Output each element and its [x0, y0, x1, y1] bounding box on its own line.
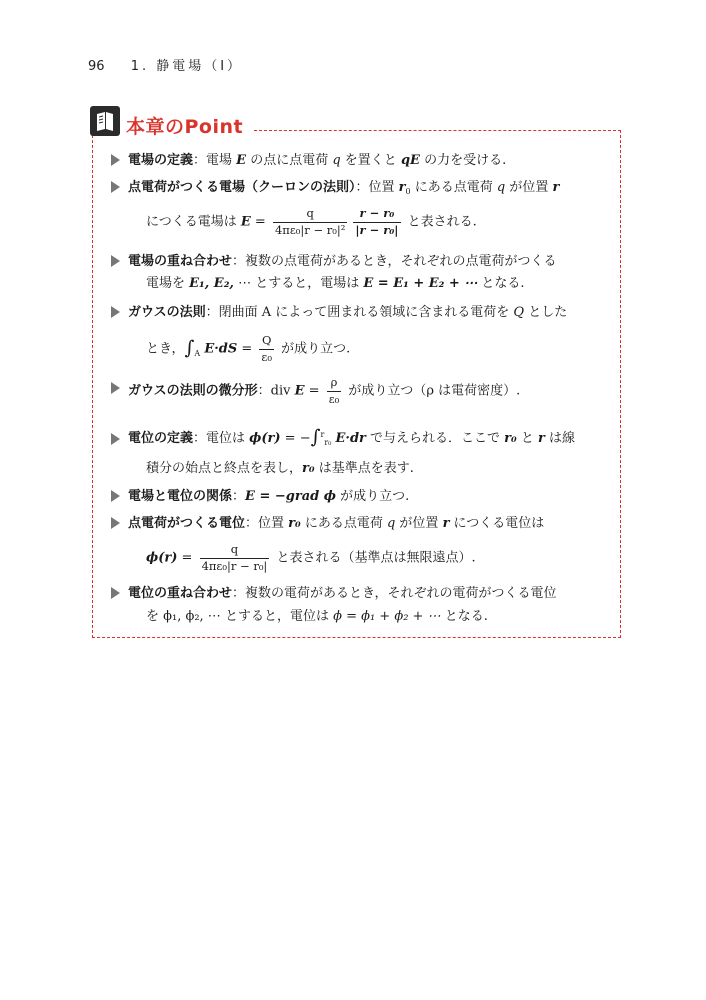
math-symbol: E	[294, 383, 305, 399]
bullet-triangle-icon	[111, 587, 120, 599]
item-point-charge-potential	[128, 517, 544, 530]
item-term: 点電荷がつくる電場（クーロンの法則）	[128, 180, 356, 195]
integral-lower-limit: r₀	[324, 438, 332, 447]
math-symbol: E	[236, 153, 247, 168]
item-field-potential-relation	[128, 490, 409, 503]
item-field-superposition	[128, 255, 557, 268]
fraction	[259, 335, 274, 363]
fraction	[273, 208, 347, 236]
fraction	[200, 544, 270, 572]
item-coulomb-law: 点電荷がつくる電場（クーロンの法則）：位置 $r_0$ にある点電荷 q が位置 r	[128, 180, 560, 196]
fraction-numerator: ρ	[327, 377, 342, 392]
item-text: ⋯ とすると，電場は	[233, 276, 364, 291]
bullet-triangle-icon	[111, 433, 120, 445]
item-text: を置くと	[340, 153, 401, 168]
fraction	[353, 208, 400, 236]
item-text: 電場を	[146, 276, 190, 291]
item-text: が成り立つ.	[276, 341, 351, 357]
bullet-triangle-icon	[111, 517, 120, 529]
fraction-numerator: r − r₀	[353, 208, 400, 223]
fraction-denominator: |r − r₀|	[355, 222, 399, 237]
item-text: につくる電位は	[449, 516, 545, 531]
item-text: が位置	[395, 516, 443, 531]
point-box-top-border	[254, 130, 621, 131]
integral-sign: ∫	[310, 426, 321, 448]
item-text: で与えられる．ここで	[365, 431, 505, 446]
item-term: ガウスの法則	[128, 305, 206, 320]
bullet-triangle-icon	[111, 154, 120, 166]
math-symbol: r	[398, 180, 406, 195]
item-potential-superposition	[128, 587, 557, 600]
page-number: 96	[88, 59, 105, 74]
equals-sign: =	[304, 383, 324, 399]
item-text: にある点電荷	[410, 180, 497, 195]
math-formula: E = −grad ϕ	[245, 489, 336, 504]
math-symbol: r₀	[288, 516, 301, 531]
item-text: ：電場	[193, 153, 237, 168]
item-text: ：	[232, 489, 246, 504]
math-symbol: r₀	[302, 461, 315, 476]
item-gauss-law-formula	[146, 335, 350, 363]
item-text: と表される.	[403, 214, 477, 230]
item-term: 電位の定義	[128, 431, 194, 446]
math-symbol: q	[386, 516, 396, 531]
item-text: 積分の始点と終点を表し，	[146, 461, 303, 476]
item-text: が成り立つ.	[336, 489, 410, 504]
math-symbol: ϕ(r)	[146, 550, 178, 566]
item-term: 電場の定義	[128, 153, 194, 168]
item-coulomb-law-formula	[146, 208, 477, 236]
item-text: と	[516, 431, 538, 446]
item-text: とした	[524, 305, 568, 320]
item-term: 点電荷がつくる電位	[128, 516, 246, 531]
item-text: にある点電荷	[300, 516, 387, 531]
math-symbol: q	[496, 180, 506, 195]
math-symbol: E·dS	[204, 341, 238, 357]
item-term: 電場の重ね合わせ	[128, 254, 233, 269]
fraction-numerator: Q	[259, 335, 274, 350]
item-text: につくる電場は	[146, 214, 241, 230]
item-text: ：複数の点電荷があるとき，それぞれの点電荷がつくる	[232, 254, 557, 269]
math-symbol: Q	[513, 305, 525, 320]
item-text: の力を受ける.	[419, 153, 507, 168]
integral-subscript: A	[194, 348, 201, 358]
item-text: は線	[544, 431, 575, 446]
book-icon	[90, 106, 120, 136]
fraction-denominator: ε₀	[328, 391, 340, 406]
item-text: ：位置	[245, 516, 289, 531]
integral-upper-limit: r	[320, 430, 325, 439]
bullet-triangle-icon	[111, 382, 120, 394]
fraction-denominator: 4πε₀|r − r₀|	[201, 558, 268, 573]
item-field-superposition-formula	[146, 277, 525, 290]
item-text: ：位置	[355, 180, 399, 195]
item-text: ：複数の電荷があるとき，それぞれの電荷がつくる電位	[232, 586, 557, 601]
math-symbol: r₀	[504, 431, 517, 446]
item-text: を ϕ₁, ϕ₂, ⋯ とすると，電位は	[146, 609, 334, 624]
integral-sign: ∫	[184, 336, 195, 359]
equals-sign: =	[250, 214, 270, 230]
item-text: ：div	[257, 383, 295, 399]
math-symbol: r	[442, 516, 450, 531]
math-symbol: E	[240, 214, 251, 230]
item-text: と表される（基準点は無限遠点）.	[272, 550, 476, 566]
item-term: 電位の重ね合わせ	[128, 586, 233, 601]
item-text: となる.	[477, 276, 525, 291]
item-text: ：閉曲面 A によって囲まれる領域に含まれる電荷を	[205, 305, 514, 320]
math-symbol: E·dr	[335, 431, 366, 446]
item-point-charge-potential-formula	[146, 544, 476, 572]
bullet-triangle-icon	[111, 255, 120, 267]
item-term: 電場と電位の関係	[128, 489, 233, 504]
section-title: 1. 静電場（Ⅰ）	[130, 59, 244, 74]
item-text: の点に点電荷	[246, 153, 333, 168]
item-text: は基準点を表す.	[314, 461, 414, 476]
item-text: となる.	[440, 609, 488, 624]
math-symbol: q	[332, 153, 341, 168]
fraction-numerator: q	[273, 208, 347, 223]
math-symbol: qE	[400, 153, 420, 168]
item-potential-definition-cont	[146, 462, 414, 475]
item-field-definition	[128, 154, 506, 167]
item-term: ガウスの法則の微分形	[128, 383, 258, 399]
bullet-triangle-icon	[111, 490, 120, 502]
math-formula: E = E₁ + E₂ + ⋯	[363, 276, 478, 291]
fraction-denominator: 4πε₀|r − r₀|²	[274, 222, 346, 237]
bullet-triangle-icon	[111, 306, 120, 318]
math-symbol: r	[537, 431, 545, 446]
math-symbol: r	[552, 180, 560, 195]
bullet-triangle-icon	[111, 181, 120, 193]
item-text: が位置	[505, 180, 553, 195]
item-gauss-differential	[128, 377, 520, 405]
fraction	[327, 377, 342, 405]
item-text: とき，	[146, 341, 185, 357]
running-head	[88, 55, 243, 74]
math-symbol: ϕ(r)	[249, 431, 281, 446]
item-potential-superposition-formula	[146, 610, 488, 623]
fraction-numerator: q	[200, 544, 270, 559]
equals-sign: =	[237, 341, 257, 357]
fraction-denominator: ε₀	[261, 349, 272, 364]
math-formula: ϕ = ϕ₁ + ϕ₂ + ⋯	[333, 609, 441, 624]
equals-sign: =	[177, 550, 197, 566]
math-symbol: E₁, E₂,	[189, 276, 234, 291]
item-potential-definition	[128, 426, 575, 448]
item-text: が成り立つ（ρ は電荷密度）.	[344, 383, 521, 399]
box-title: 本章のPoint	[126, 116, 244, 138]
item-text: ：電位は	[193, 431, 250, 446]
item-gauss-law	[128, 306, 567, 319]
equals-sign: = −	[280, 431, 311, 446]
